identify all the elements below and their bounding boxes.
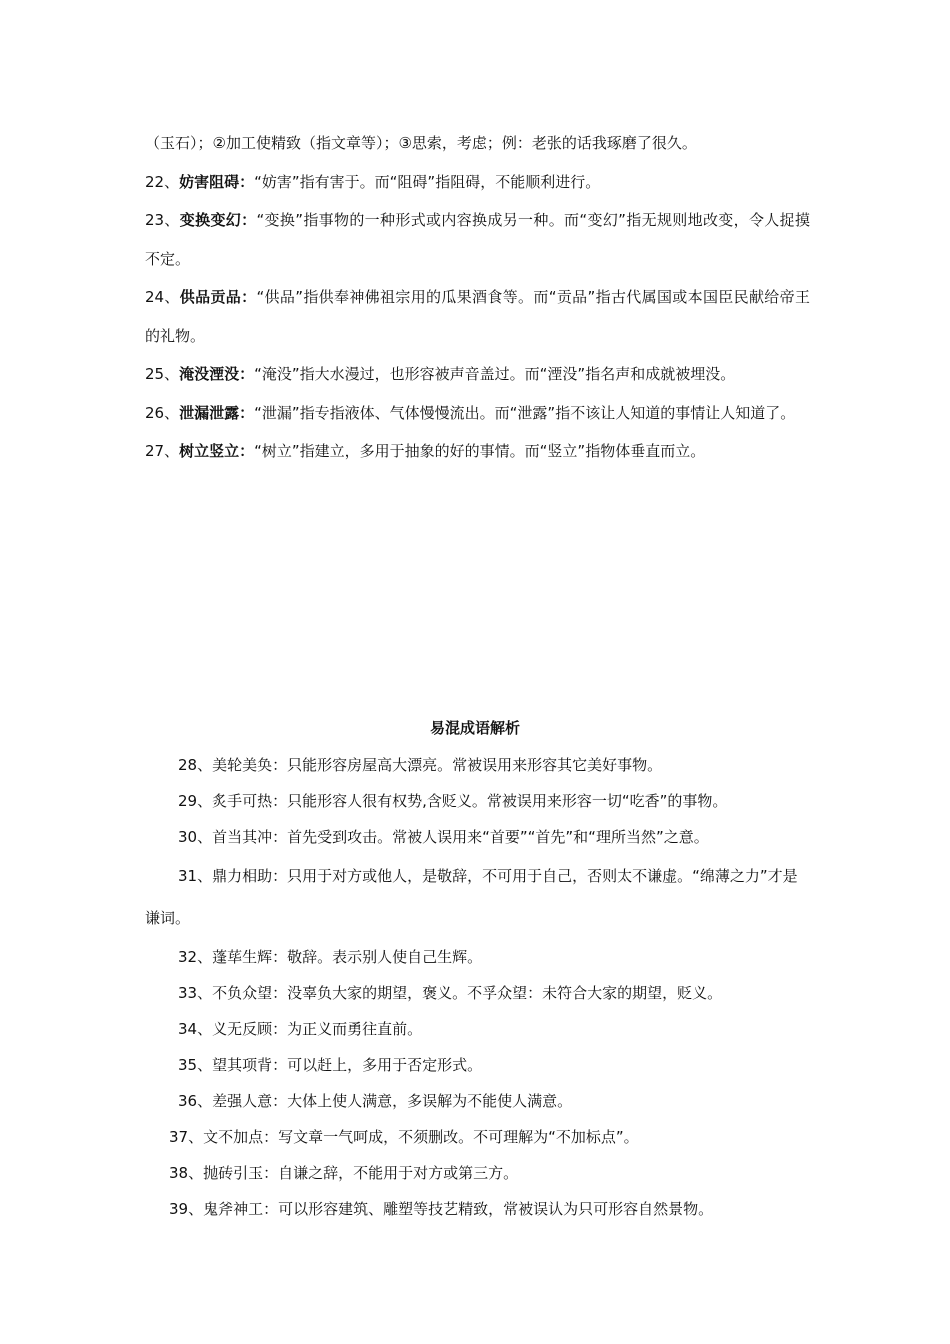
entry-term: 妨害阻碍： xyxy=(179,172,255,191)
idiom-entry: 37、文不加点：写文章一气呵成，不须删改。不可理解为“不加标点”。 xyxy=(169,1128,639,1146)
idiom-entry: 39、鬼斧神工：可以形容建筑、雕塑等技艺精致，常被误认为只可形容自然景物。 xyxy=(169,1200,714,1218)
word-pair-entry xyxy=(145,163,810,202)
entry-number: 22、 xyxy=(145,172,180,191)
entry-term: 树立竖立： xyxy=(179,442,255,460)
entry-number: 26、 xyxy=(145,403,180,422)
entry-text: “妨害”指有害于。而“阻碍”指阻碍，不能顺利进行。 xyxy=(254,172,601,191)
entry-number: 27、 xyxy=(145,442,180,460)
entry-number: 25、 xyxy=(145,365,180,383)
idiom-entry: 29、炙手可热：只能形容人很有权势,含贬义。常被误用来形容一切“吃香”的事物。 xyxy=(178,792,728,810)
idiom-entry: 35、望其项背：可以赶上，多用于否定形式。 xyxy=(178,1056,483,1074)
entry-number: 23、 xyxy=(145,211,180,229)
idiom-entry: 33、不负众望：没辜负大家的期望，褒义。不孚众望：未符合大家的期望，贬义。 xyxy=(178,984,723,1002)
entry-term: 供品贡品： xyxy=(179,288,257,306)
idiom-entry: 30、首当其冲：首先受到攻击。常被人误用来“首要”“首先”和“理所当然”之意。 xyxy=(178,828,709,846)
word-pair-entry xyxy=(145,432,810,471)
word-pair-entry xyxy=(145,201,810,278)
continuation-line: （玉石）；②加工使精致（指文章等）；③思索，考虑；例：老张的话我琢磨了很久。 xyxy=(145,134,697,152)
entry-text: “树立”指建立，多用于抽象的好的事情。而“竖立”指物体垂直而立。 xyxy=(254,442,706,460)
idiom-entry: 38、抛砖引玉：自谦之辞，不能用于对方或第三方。 xyxy=(169,1164,519,1182)
entry-text: “变换”指事物的一种形式或内容换成另一种。而“变幻”指无规则地改变，令人捉摸不定。 xyxy=(145,211,810,268)
section-heading: 易混成语解析 xyxy=(429,719,520,737)
entry-term: 变换变幻： xyxy=(179,211,257,229)
word-pair-entry xyxy=(145,278,810,355)
idiom-entry: 31、鼎力相助：只用于对方或他人，是敬辞，不可用于自己，否则太不谦虚。“绵薄之力”才是谦词。 xyxy=(145,867,798,927)
entry-text: “淹没”指大水漫过，也形容被声音盖过。而“湮没”指名声和成就被埋没。 xyxy=(254,365,736,383)
word-pairs-section xyxy=(145,124,810,471)
entry-text: “泄漏”指专指液体、气体慢慢流出。而“泄露”指不该让人知道的事情让人知道了。 xyxy=(254,403,796,422)
idiom-entry: 32、蓬荜生辉：敬辞。表示别人使自己生辉。 xyxy=(178,948,483,966)
idiom-entry: 36、差强人意：大体上使人满意，多误解为不能使人满意。 xyxy=(178,1092,573,1110)
word-pair-entry xyxy=(145,394,810,433)
entry-term: 淹没湮没： xyxy=(179,365,255,383)
idiom-entry: 28、美轮美奂：只能形容房屋高大漂亮。常被误用来形容其它美好事物。 xyxy=(178,756,663,774)
idioms-section xyxy=(145,723,810,1227)
entry-number: 24、 xyxy=(145,288,180,306)
idiom-entry: 34、义无反顾：为正义而勇往直前。 xyxy=(178,1020,423,1038)
entry-term: 泄漏泄露： xyxy=(179,403,255,422)
entry-text: “供品”指供奉神佛祖宗用的瓜果酒食等。而“贡品”指古代属国或本国臣民献给帝王的礼物。 xyxy=(145,288,810,345)
word-pair-entry xyxy=(145,355,810,394)
